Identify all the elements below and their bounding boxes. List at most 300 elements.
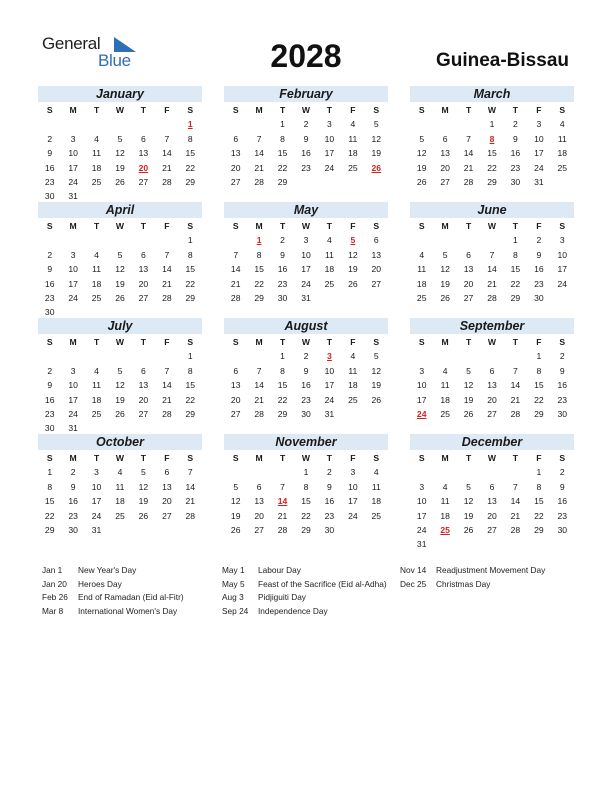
month-september	[410, 318, 574, 421]
day-cell: 13	[230, 380, 241, 391]
day-cell: 12	[115, 264, 125, 275]
day-cell: 11	[440, 380, 450, 391]
empty-cell	[480, 233, 503, 247]
month-title: August	[224, 318, 388, 334]
empty-cell	[480, 465, 503, 479]
day-cell: 14	[254, 380, 264, 391]
day-cell: 12	[463, 496, 474, 507]
day-cell: 26	[371, 394, 382, 405]
day-cell: 15	[301, 496, 311, 507]
day-cell: 29	[254, 292, 264, 303]
weekday-label: T	[465, 105, 472, 115]
empty-cell	[224, 349, 247, 363]
day-grid	[224, 451, 388, 537]
day-cell: 8	[513, 249, 518, 260]
day-cell: 19	[348, 264, 358, 275]
weekday-label: T	[279, 337, 286, 347]
day-cell: 20	[138, 394, 149, 405]
holiday-list	[42, 564, 582, 624]
day-cell: 28	[277, 524, 288, 535]
day-cell: 17	[68, 394, 78, 405]
day-grid	[410, 103, 574, 189]
day-cell: 12	[138, 481, 149, 492]
day-cell: 2	[559, 351, 565, 362]
day-cell: 23	[324, 510, 335, 521]
day-cell: 3	[536, 119, 542, 130]
day-cell: 9	[303, 133, 309, 144]
weekday-label: S	[46, 453, 53, 463]
weekday-label: T	[140, 337, 147, 347]
weekday-label: M	[69, 105, 77, 115]
empty-cell	[38, 349, 61, 363]
holiday-date: May 5	[222, 578, 245, 589]
day-cell: 6	[233, 133, 239, 144]
day-cell: 15	[185, 264, 196, 275]
day-cell: 9	[70, 481, 76, 492]
day-cell: 10	[68, 148, 78, 159]
day-cell: 19	[463, 394, 474, 405]
weekday-label: F	[164, 337, 170, 347]
day-cell: 19	[230, 510, 241, 521]
day-cell: 16	[277, 264, 288, 275]
day-cell: 4	[419, 249, 425, 260]
day-cell: 23	[68, 510, 78, 521]
day-cell: 13	[487, 496, 497, 507]
day-cell: 15	[487, 148, 497, 159]
day-cell: 4	[442, 481, 448, 492]
day-cell: 5	[466, 365, 471, 376]
weekday-label: F	[350, 337, 356, 347]
weekday-label: W	[487, 337, 497, 347]
weekday-label: S	[232, 221, 239, 231]
day-cell: 29	[510, 292, 521, 303]
day-cell: 5	[117, 133, 123, 144]
month-title: November	[224, 434, 388, 450]
month-title: October	[38, 434, 202, 450]
day-cell: 29	[534, 408, 544, 419]
empty-cell	[155, 233, 178, 247]
holiday-entry	[222, 578, 387, 592]
day-cell: 20	[230, 162, 241, 173]
day-cell: 22	[487, 162, 497, 173]
day-cell: 7	[466, 133, 471, 144]
empty-cell	[504, 465, 527, 479]
day-cell: 26	[115, 176, 125, 187]
day-cell: 19	[138, 496, 149, 507]
day-cell: 20	[254, 510, 264, 521]
day-cell: 9	[280, 249, 285, 260]
day-cell: 23	[557, 510, 568, 521]
day-cell: 13	[230, 148, 241, 159]
day-cell: 29	[185, 176, 196, 187]
day-cell: 11	[92, 148, 102, 159]
empty-cell	[61, 233, 84, 247]
day-cell: 27	[230, 176, 241, 187]
day-cell: 8	[187, 365, 193, 376]
day-cell: 13	[463, 264, 474, 275]
weekday-label: T	[512, 105, 519, 115]
day-cell: 6	[466, 249, 471, 260]
weekday-label: M	[69, 221, 77, 231]
day-cell: 11	[348, 133, 358, 144]
day-cell: 19	[115, 278, 125, 289]
holiday-column	[222, 564, 387, 618]
day-cell: 28	[463, 176, 474, 187]
weekday-label: T	[279, 105, 286, 115]
day-cell: 17	[416, 510, 427, 521]
day-cell: 4	[94, 249, 99, 260]
empty-cell	[433, 465, 456, 479]
month-title: June	[410, 202, 574, 218]
day-cell: 5	[141, 467, 146, 478]
day-cell: 6	[141, 133, 146, 144]
day-cell: 3	[303, 235, 309, 246]
holiday-column	[400, 564, 545, 591]
day-cell: 23	[44, 176, 55, 187]
day-cell: 26	[115, 408, 125, 419]
day-cell: 18	[416, 278, 427, 289]
day-cell: 9	[303, 365, 309, 376]
day-cell: 29	[277, 176, 288, 187]
day-cell: 15	[277, 380, 288, 391]
day-cell: 26	[463, 524, 474, 535]
day-cell: 12	[463, 380, 474, 391]
day-cell: 25	[416, 292, 427, 303]
weekday-label: T	[93, 221, 100, 231]
day-cell: 7	[513, 365, 518, 376]
day-cell: 22	[254, 278, 264, 289]
empty-cell	[410, 117, 433, 131]
empty-cell	[433, 233, 456, 247]
day-cell: 19	[115, 162, 125, 173]
day-cell: 31	[534, 176, 544, 187]
empty-cell	[155, 117, 178, 131]
day-cell: 7	[513, 481, 518, 492]
day-cell: 19	[115, 394, 125, 405]
weekday-label: W	[301, 453, 311, 463]
day-cell: 27	[254, 524, 264, 535]
day-cell: 12	[115, 148, 125, 159]
day-cell: 27	[138, 176, 149, 187]
day-cell: 4	[94, 365, 99, 376]
day-cell: 13	[487, 380, 497, 391]
weekday-label: W	[301, 337, 311, 347]
day-cell: 3	[94, 467, 99, 478]
day-grid	[224, 219, 388, 305]
day-cell: 17	[324, 380, 335, 391]
day-cell: 28	[487, 292, 497, 303]
day-cell: 18	[348, 148, 358, 159]
day-cell: 2	[47, 249, 53, 260]
day-cell: 21	[230, 278, 241, 289]
day-cell: 22	[534, 394, 544, 405]
day-cell: 11	[440, 496, 450, 507]
day-grid	[38, 335, 202, 436]
day-cell: 5	[373, 351, 379, 362]
day-cell: 9	[536, 249, 542, 260]
weekday-label: T	[93, 453, 100, 463]
day-cell: 8	[256, 249, 262, 260]
day-cell: 3	[559, 235, 565, 246]
day-cell: 27	[138, 408, 149, 419]
weekday-label: F	[350, 221, 356, 231]
weekday-label: W	[487, 453, 497, 463]
weekday-label: T	[140, 105, 147, 115]
weekday-label: F	[536, 105, 542, 115]
day-cell: 15	[185, 148, 196, 159]
day-cell: 28	[254, 408, 264, 419]
day-cell: 11	[557, 133, 567, 144]
day-cell: 18	[557, 148, 568, 159]
weekday-label: S	[46, 105, 53, 115]
day-cell: 5	[117, 249, 123, 260]
day-cell: 9	[559, 481, 565, 492]
day-grid	[38, 103, 202, 204]
day-cell: 6	[164, 467, 170, 478]
day-cell: 15	[277, 148, 288, 159]
holiday-entry	[222, 564, 387, 578]
weekday-label: M	[441, 453, 449, 463]
day-cell: 1	[280, 119, 285, 130]
day-cell: 30	[534, 292, 544, 303]
empty-cell	[108, 233, 131, 247]
weekday-label: M	[69, 453, 77, 463]
empty-cell	[410, 233, 433, 247]
day-cell: 9	[47, 380, 53, 391]
day-cell: 2	[327, 467, 332, 478]
month-august	[224, 318, 388, 421]
month-january	[38, 86, 202, 204]
day-cell: 8	[280, 133, 285, 144]
day-cell: 1	[187, 351, 193, 362]
day-cell: 22	[185, 278, 196, 289]
day-cell: 3	[350, 467, 356, 478]
weekday-label: S	[46, 221, 53, 231]
holiday-entry	[42, 578, 184, 592]
day-cell: 16	[301, 380, 311, 391]
day-cell: 27	[230, 408, 241, 419]
day-cell: 26	[440, 292, 450, 303]
weekday-label: T	[93, 105, 100, 115]
day-cell: 21	[162, 162, 172, 173]
empty-cell	[224, 117, 247, 131]
day-cell: 14	[162, 380, 172, 391]
weekday-label: S	[418, 105, 425, 115]
day-cell: 17	[534, 148, 544, 159]
day-cell: 11	[324, 249, 334, 260]
weekday-label: S	[559, 105, 566, 115]
holiday-name: Independence Day	[258, 605, 328, 616]
day-cell: 14	[162, 148, 172, 159]
holiday-date: Dec 25	[400, 578, 427, 589]
weekday-label: W	[301, 105, 311, 115]
day-cell: 5	[442, 249, 448, 260]
day-cell: 10	[416, 380, 427, 391]
day-cell: 26	[115, 292, 125, 303]
empty-cell	[85, 349, 108, 363]
day-cell: 6	[141, 365, 146, 376]
day-cell: 30	[68, 524, 78, 535]
day-cell: 24	[324, 394, 335, 405]
day-cell: 28	[185, 510, 196, 521]
empty-cell	[85, 233, 108, 247]
holiday-day: 25	[440, 524, 450, 535]
day-cell: 21	[162, 278, 172, 289]
day-cell: 28	[162, 292, 172, 303]
day-cell: 7	[187, 467, 193, 478]
day-cell: 31	[68, 423, 78, 434]
day-cell: 7	[256, 365, 262, 376]
month-title: April	[38, 202, 202, 218]
day-cell: 24	[68, 176, 78, 187]
holiday-date: May 1	[222, 565, 245, 575]
weekday-label: S	[373, 453, 380, 463]
day-cell: 18	[440, 394, 450, 405]
day-cell: 25	[557, 162, 568, 173]
holiday-date: Mar 8	[42, 605, 64, 616]
day-cell: 21	[510, 394, 521, 405]
day-cell: 19	[416, 162, 427, 173]
day-cell: 22	[510, 278, 521, 289]
day-cell: 6	[141, 249, 146, 260]
holiday-day: 5	[350, 235, 356, 246]
empty-cell	[38, 233, 61, 247]
logo-text-general: General	[42, 34, 101, 53]
day-cell: 27	[162, 510, 172, 521]
day-cell: 12	[416, 148, 427, 159]
holiday-day: 14	[277, 496, 288, 507]
day-cell: 12	[348, 249, 358, 260]
weekday-label: T	[279, 221, 286, 231]
holiday-name: Readjustment Movement Day	[436, 565, 546, 575]
weekday-label: T	[326, 105, 333, 115]
day-cell: 19	[371, 380, 382, 391]
day-grid	[38, 219, 202, 320]
day-cell: 5	[373, 119, 379, 130]
day-cell: 10	[534, 133, 544, 144]
holiday-name: Heroes Day	[78, 578, 122, 589]
day-grid	[38, 451, 202, 537]
day-cell: 23	[510, 162, 521, 173]
month-title: February	[224, 86, 388, 102]
day-grid	[224, 103, 388, 189]
day-cell: 3	[70, 249, 76, 260]
day-cell: 25	[324, 278, 335, 289]
day-cell: 30	[44, 423, 55, 434]
empty-cell	[224, 233, 247, 247]
weekday-label: S	[46, 337, 53, 347]
holiday-day: 1	[256, 235, 262, 246]
empty-cell	[504, 349, 527, 363]
weekday-label: W	[115, 337, 125, 347]
day-cell: 1	[303, 467, 309, 478]
day-cell: 14	[162, 264, 172, 275]
day-grid	[410, 219, 574, 305]
day-cell: 24	[534, 162, 544, 173]
day-cell: 29	[185, 408, 196, 419]
day-cell: 10	[68, 380, 78, 391]
day-cell: 2	[559, 467, 565, 478]
day-cell: 25	[91, 292, 102, 303]
day-cell: 13	[138, 148, 149, 159]
day-cell: 1	[536, 467, 542, 478]
weekday-label: T	[512, 453, 519, 463]
day-cell: 27	[463, 292, 474, 303]
day-cell: 4	[559, 119, 565, 130]
day-cell: 20	[230, 394, 241, 405]
day-cell: 14	[510, 380, 521, 391]
day-cell: 2	[303, 119, 309, 130]
weekday-label: T	[140, 453, 147, 463]
day-cell: 17	[68, 162, 78, 173]
day-cell: 20	[463, 278, 474, 289]
day-cell: 18	[348, 380, 358, 391]
holiday-date: Aug 3	[222, 592, 244, 603]
empty-cell	[132, 233, 155, 247]
day-cell: 7	[164, 249, 170, 260]
day-cell: 17	[348, 496, 358, 507]
month-july	[38, 318, 202, 436]
weekday-label: F	[164, 221, 170, 231]
day-cell: 17	[301, 264, 311, 275]
day-cell: 16	[68, 496, 78, 507]
empty-cell	[457, 349, 480, 363]
day-cell: 28	[510, 524, 521, 535]
day-cell: 21	[185, 496, 196, 507]
day-cell: 13	[138, 264, 149, 275]
weekday-label: F	[350, 105, 356, 115]
weekday-label: F	[536, 337, 542, 347]
weekday-label: F	[350, 453, 356, 463]
holiday-entry	[222, 591, 387, 605]
day-cell: 30	[277, 292, 288, 303]
day-cell: 4	[117, 467, 123, 478]
weekday-label: W	[115, 453, 125, 463]
weekday-label: M	[255, 221, 263, 231]
weekday-label: M	[69, 337, 77, 347]
day-cell: 1	[513, 235, 518, 246]
weekday-label: W	[301, 221, 311, 231]
weekday-label: T	[512, 337, 519, 347]
day-cell: 6	[489, 365, 495, 376]
day-cell: 2	[47, 133, 53, 144]
day-cell: 30	[510, 176, 521, 187]
day-cell: 11	[417, 264, 427, 275]
day-cell: 24	[91, 510, 102, 521]
weekday-label: T	[326, 221, 333, 231]
day-cell: 9	[47, 148, 53, 159]
day-cell: 17	[557, 264, 568, 275]
day-cell: 26	[416, 176, 427, 187]
day-cell: 31	[68, 191, 78, 202]
day-cell: 23	[301, 394, 311, 405]
day-cell: 15	[534, 496, 544, 507]
day-cell: 17	[416, 394, 427, 405]
day-cell: 15	[510, 264, 521, 275]
day-cell: 10	[557, 249, 568, 260]
day-cell: 10	[324, 133, 335, 144]
day-cell: 28	[162, 176, 172, 187]
weekday-label: M	[255, 105, 263, 115]
day-cell: 13	[162, 481, 172, 492]
empty-cell	[108, 349, 131, 363]
day-cell: 27	[487, 524, 497, 535]
day-cell: 14	[510, 496, 521, 507]
day-cell: 16	[557, 496, 568, 507]
day-cell: 1	[489, 119, 495, 130]
weekday-label: S	[559, 221, 566, 231]
day-cell: 22	[301, 510, 311, 521]
